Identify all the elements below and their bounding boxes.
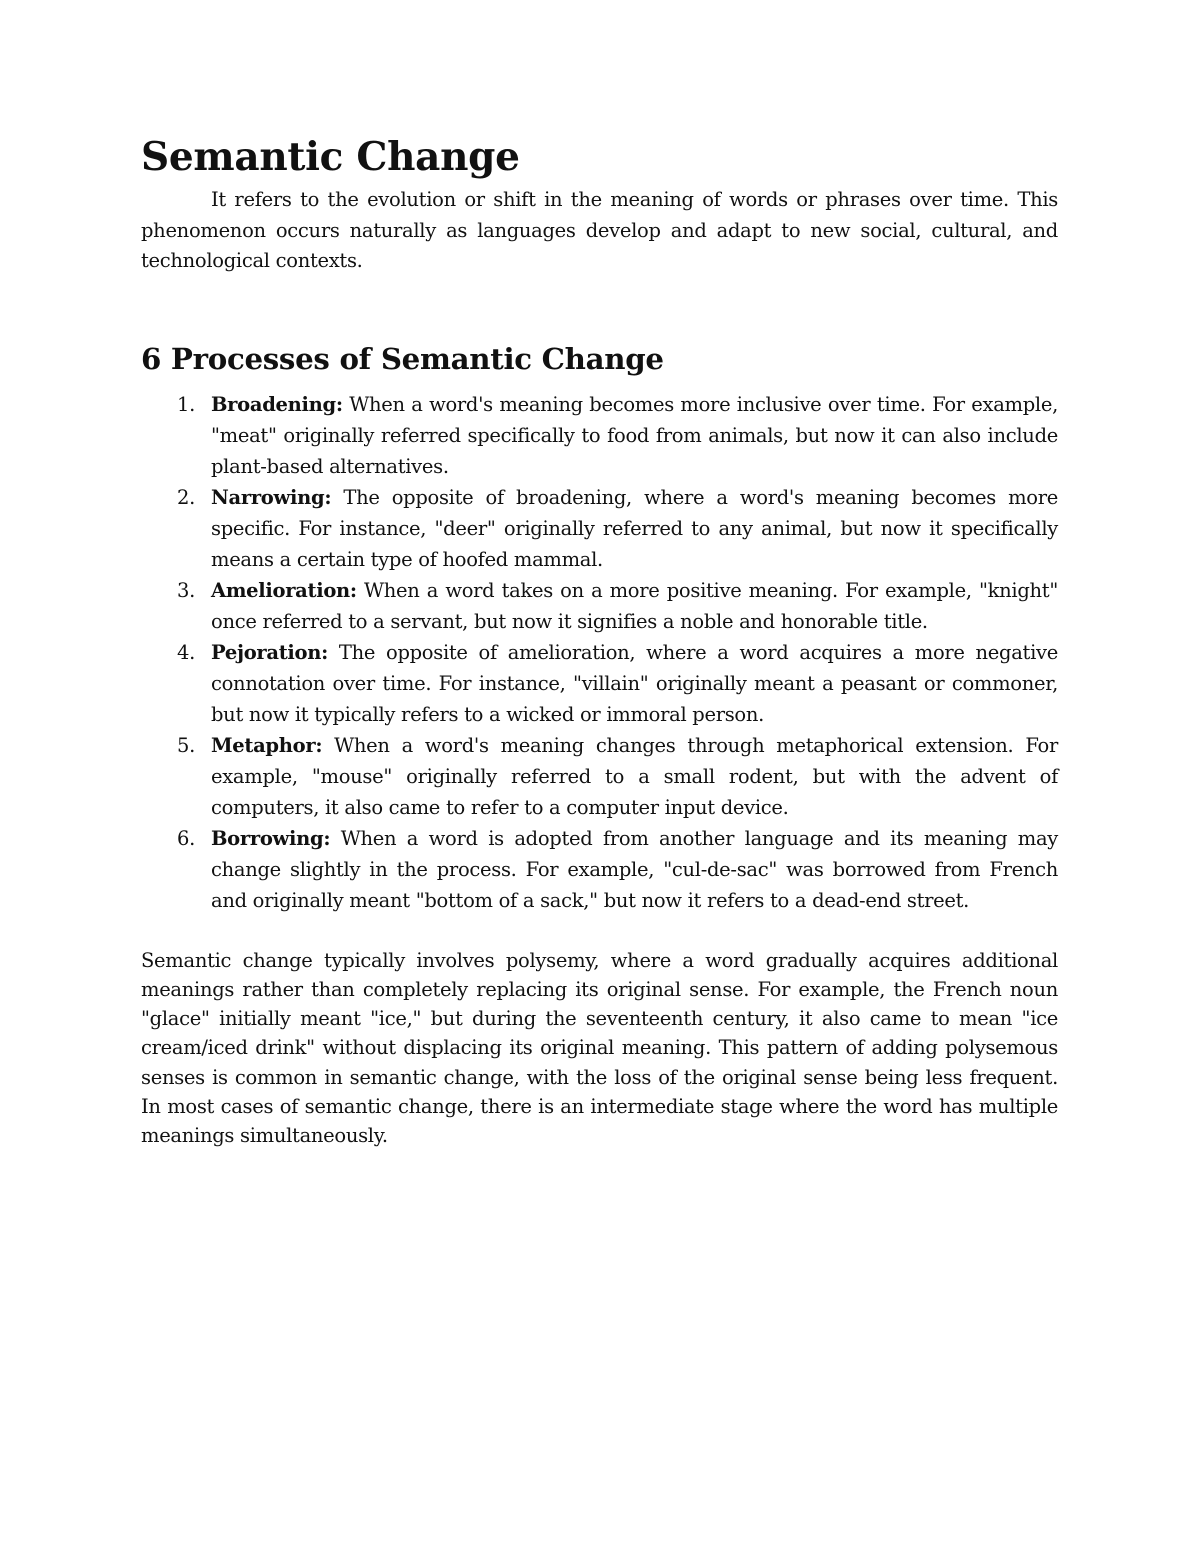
list-item-text: The opposite of broadening, where a word's meaning becomes more specific. For instance, "deer" originally referred to any animal, but now it specifically means a certain type of hoofed mammal. xyxy=(211,485,1058,571)
list-item xyxy=(141,575,1058,637)
closing-paragraph: Semantic change typically involves polysemy, where a word gradually acquires additional meanings rather than completely replacing its original sense. For example, the French noun "glace" initially meant "ice," but during the seventeenth century, it also came to mean "ice cream/iced drink" without displacing its original meaning. This pattern of adding polysemous senses is common in semantic change, with the loss of the original sense being less frequent. In most cases of semantic change, there is an intermediate stage where the word has multiple meanings simultaneously. xyxy=(141,948,1058,1148)
list-item-text: When a word takes on a more positive meaning. For example, "knight" once referred to a servant, but now it signifies a noble and honorable title. xyxy=(211,578,1058,633)
list-item-number: 4. xyxy=(177,640,196,664)
list-item-number: 2. xyxy=(177,485,196,509)
processes-heading: 6 Processes of Semantic Change xyxy=(141,341,664,376)
list-item xyxy=(141,637,1058,730)
list-item-term: Narrowing: xyxy=(211,485,332,509)
list-item xyxy=(141,823,1058,916)
list-item-term: Metaphor: xyxy=(211,733,323,757)
intro-paragraph: It refers to the evolution or shift in the meaning of words or phrases over time. This phenomenon occurs naturally as languages develop and adapt to new social, cultural, and technological contexts. xyxy=(141,188,1058,272)
list-item-term: Amelioration: xyxy=(211,578,357,602)
list-item-number: 5. xyxy=(177,733,196,757)
list-item xyxy=(141,482,1058,575)
list-item-term: Pejoration: xyxy=(211,640,329,664)
list-item-number: 6. xyxy=(177,826,196,850)
list-item-text: When a word's meaning changes through metaphorical extension. For example, "mouse" originally referred to a small rodent, but with the advent of computers, it also came to refer to a computer input device. xyxy=(211,733,1058,819)
document-title: Semantic Change xyxy=(141,134,520,180)
list-item xyxy=(141,389,1058,482)
list-item-number: 3. xyxy=(177,578,196,602)
processes-list xyxy=(141,389,1058,916)
list-item-term: Borrowing: xyxy=(211,826,331,850)
list-item-text: The opposite of amelioration, where a word acquires a more negative connotation over time. For instance, "villain" originally meant a peasant or commoner, but now it typically refers to a wicked or immoral person. xyxy=(211,640,1058,726)
list-item-term: Broadening: xyxy=(211,392,343,416)
list-item-text: When a word's meaning becomes more inclusive over time. For example, "meat" originally referred specifically to food from animals, but now it can also include plant-based alternatives. xyxy=(211,392,1058,478)
list-item-number: 1. xyxy=(177,392,196,416)
document-page xyxy=(141,134,1058,1151)
list-item-text: When a word is adopted from another language and its meaning may change slightly in the process. For example, "cul-de-sac" was borrowed from French and originally meant "bottom of a sack," but now it refers to a dead-end street. xyxy=(211,826,1058,912)
list-item xyxy=(141,730,1058,823)
